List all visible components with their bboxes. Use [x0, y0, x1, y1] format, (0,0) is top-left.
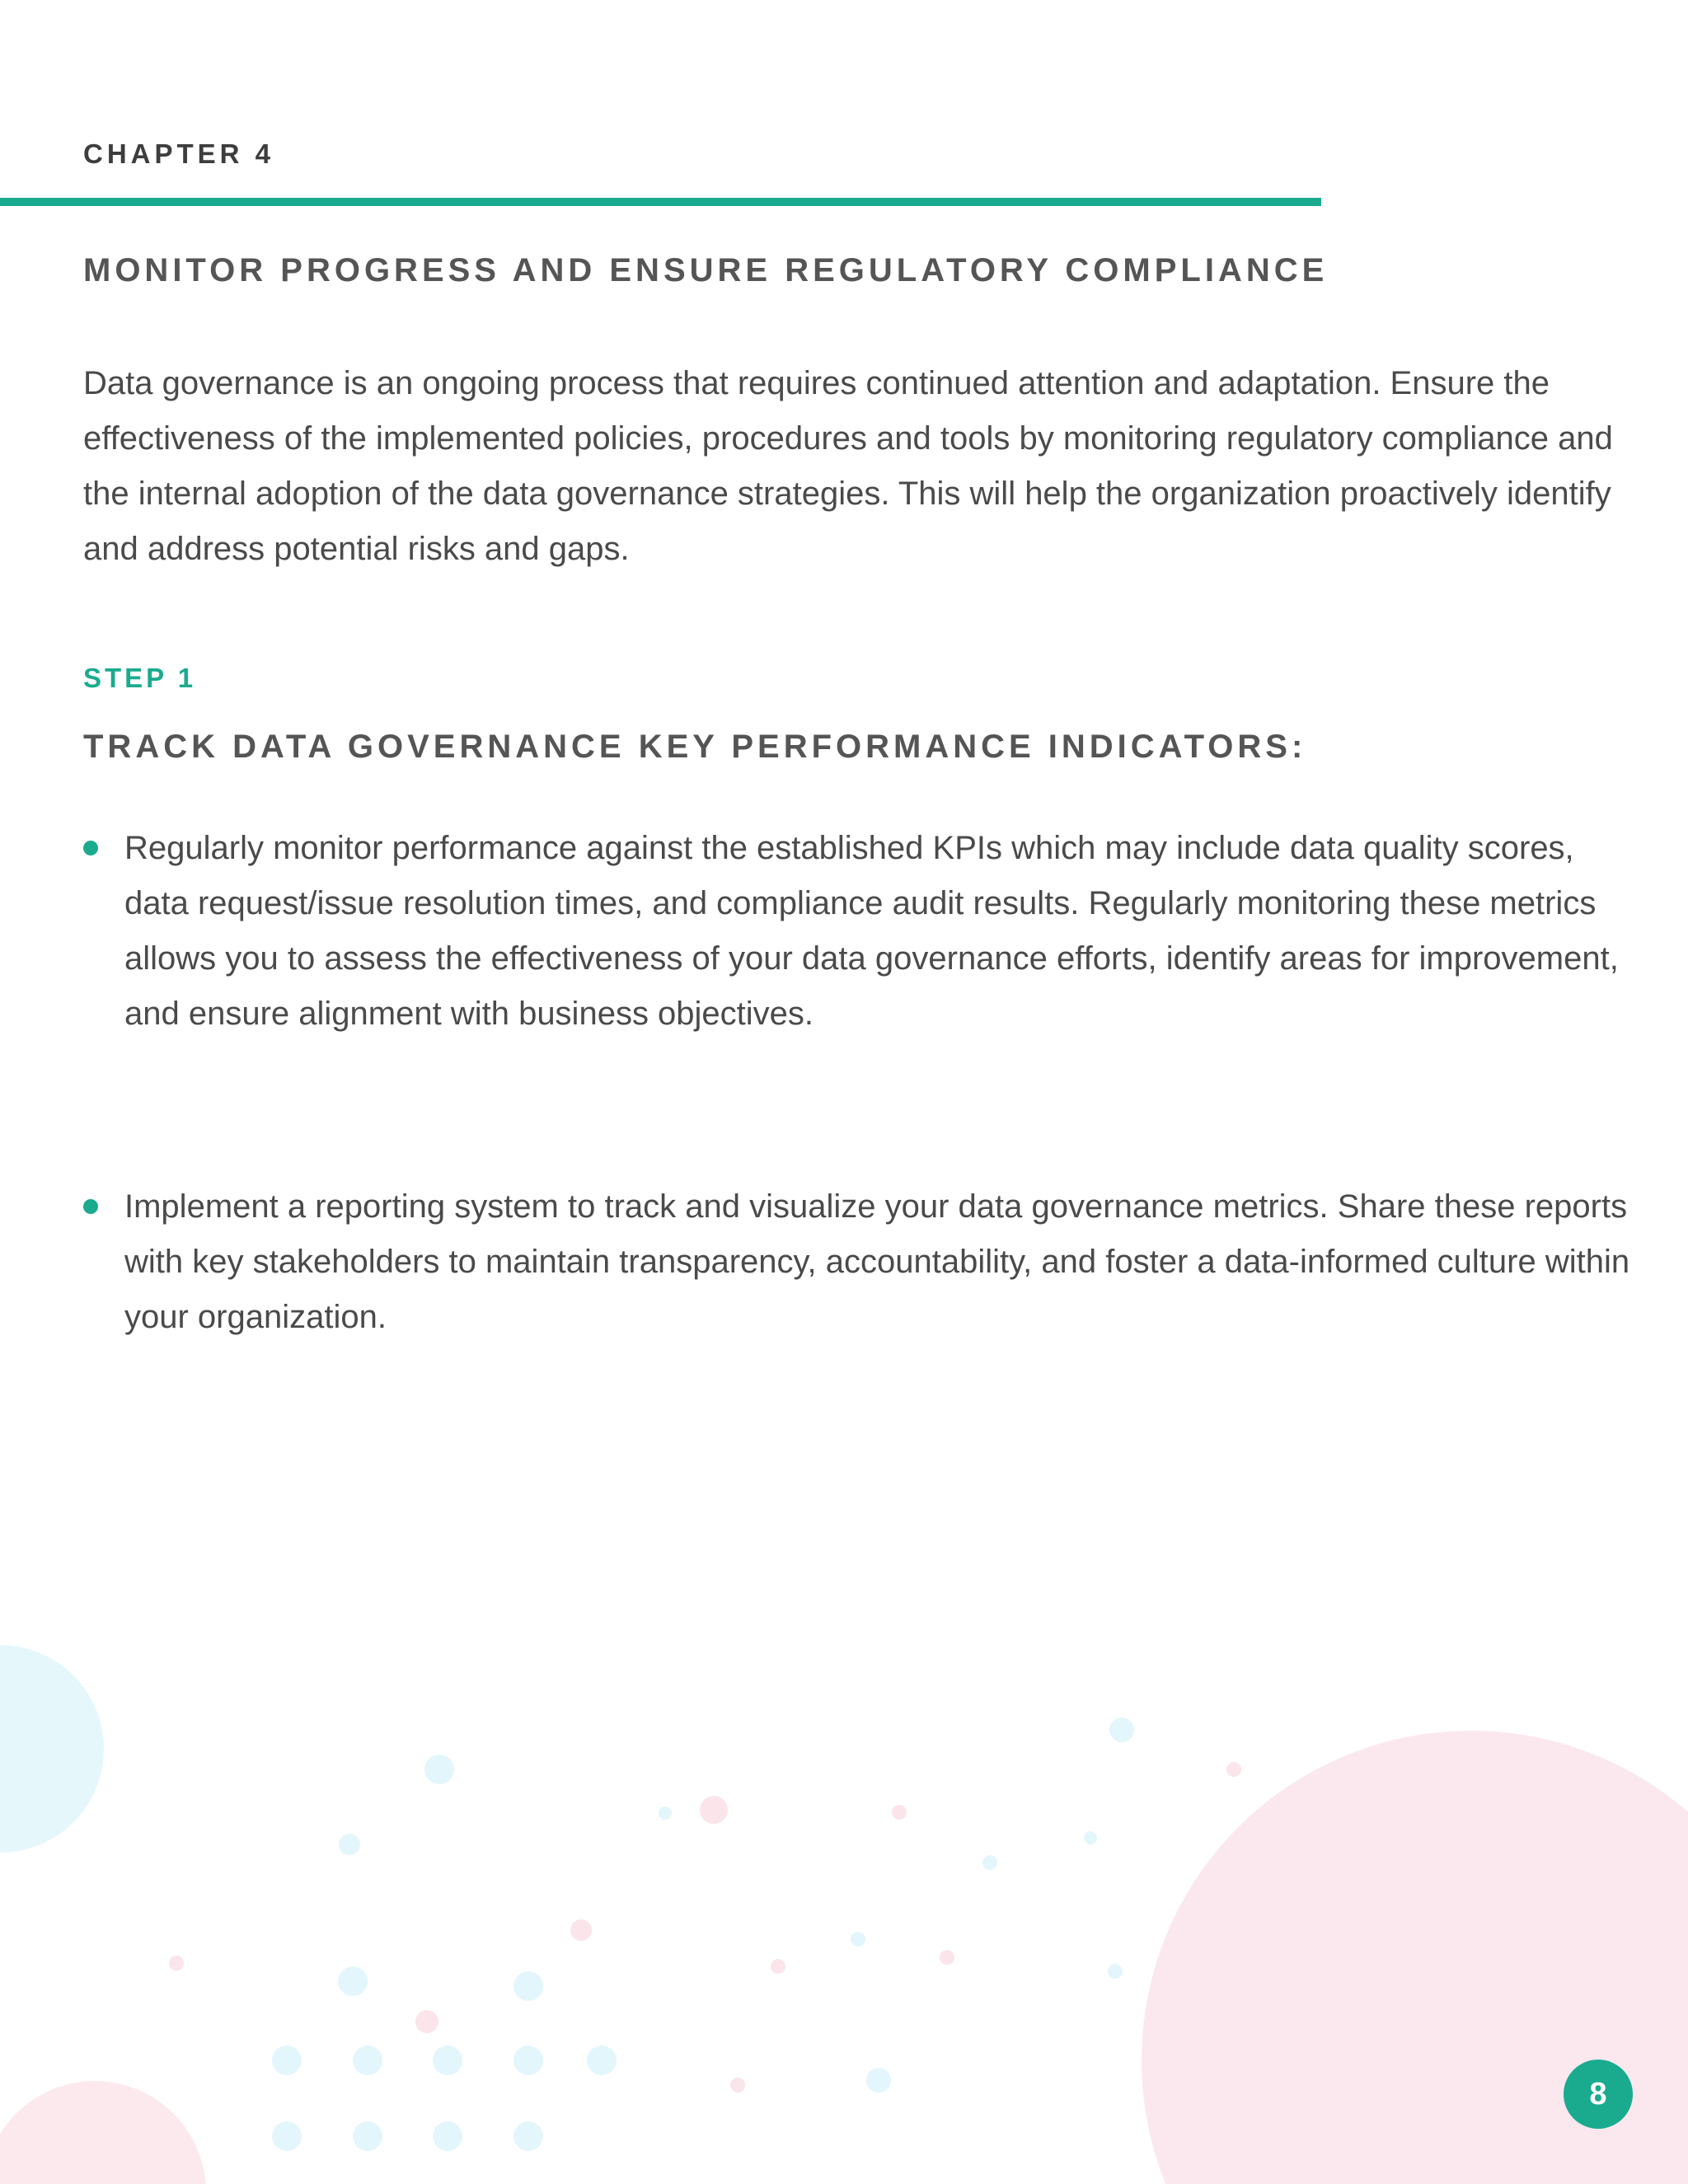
- accent-rule: [0, 198, 1321, 206]
- list-item: [83, 821, 1633, 1042]
- page-number-badge: 8: [1564, 2060, 1633, 2129]
- decor-dot: [433, 2046, 462, 2075]
- decor-dot: [1109, 1718, 1134, 1742]
- decor-dot: [513, 2046, 543, 2075]
- decor-circle-bottom-pink: [0, 2081, 206, 2184]
- decor-dot: [353, 2121, 382, 2151]
- decor-dot: [433, 2121, 462, 2151]
- step-label: STEP 1: [83, 663, 197, 693]
- list-item-text: Implement a reporting system to track and visualize your data governance metrics. Share these reports with key stakeholders to maintain transparency, accountability, and foster a data-informed culture within your organization.: [124, 1188, 1630, 1335]
- decor-dot: [415, 2010, 438, 2033]
- decor-dot: [587, 2046, 617, 2075]
- bullet-dot-icon: [83, 1199, 98, 1214]
- decor-dot: [1226, 1762, 1241, 1777]
- decor-dot: [339, 1834, 360, 1855]
- decor-dot: [424, 1755, 454, 1784]
- decor-circle-left-blue: [0, 1645, 104, 1853]
- decor-dot: [982, 1855, 997, 1870]
- decor-dot: [700, 1796, 728, 1824]
- decor-dot: [892, 1805, 907, 1820]
- decor-dot: [169, 1956, 184, 1971]
- chapter-label: CHAPTER 4: [83, 138, 275, 169]
- decor-dot: [866, 2068, 891, 2093]
- page-title: MONITOR PROGRESS AND ENSURE REGULATORY COMPLIANCE: [83, 252, 1329, 288]
- decor-dot: [513, 2121, 543, 2151]
- decor-dot: [338, 1966, 368, 1996]
- step-heading: TRACK DATA GOVERNANCE KEY PERFORMANCE INDICATORS:: [83, 729, 1307, 765]
- decor-dot: [513, 1971, 543, 2001]
- intro-paragraph: Data governance is an ongoing process that requires continued attention and adaptation. Ensure the effectiveness of the implemented policies, procedures and tools by monitoring regulatory compliance and the internal adoption of the data governance strategies. This will help the organization proactively identify and address potential risks and gaps.: [83, 365, 1613, 567]
- decor-dot: [659, 1807, 672, 1820]
- decor-dot: [771, 1959, 785, 1974]
- decor-dot: [851, 1932, 865, 1947]
- decor-dot: [730, 2078, 745, 2093]
- list-item-text: Regularly monitor performance against the established KPIs which may include data quality scores, data request/issue resolution times, and compliance audit results. Regularly monitoring these metrics allows you to assess the effectiveness of your data governance efforts, identify areas for improvement, and ensure alignment with business objectives.: [124, 830, 1619, 1032]
- decor-dot: [272, 2121, 302, 2151]
- decor-dot: [1084, 1831, 1097, 1844]
- decor-dot: [353, 2046, 382, 2075]
- list-item: [83, 1179, 1633, 1345]
- decor-dot: [1108, 1964, 1123, 1979]
- bullet-dot-icon: [83, 841, 98, 855]
- decor-dot: [272, 2046, 302, 2075]
- decor-dot: [940, 1950, 954, 1965]
- decor-dot: [570, 1919, 592, 1941]
